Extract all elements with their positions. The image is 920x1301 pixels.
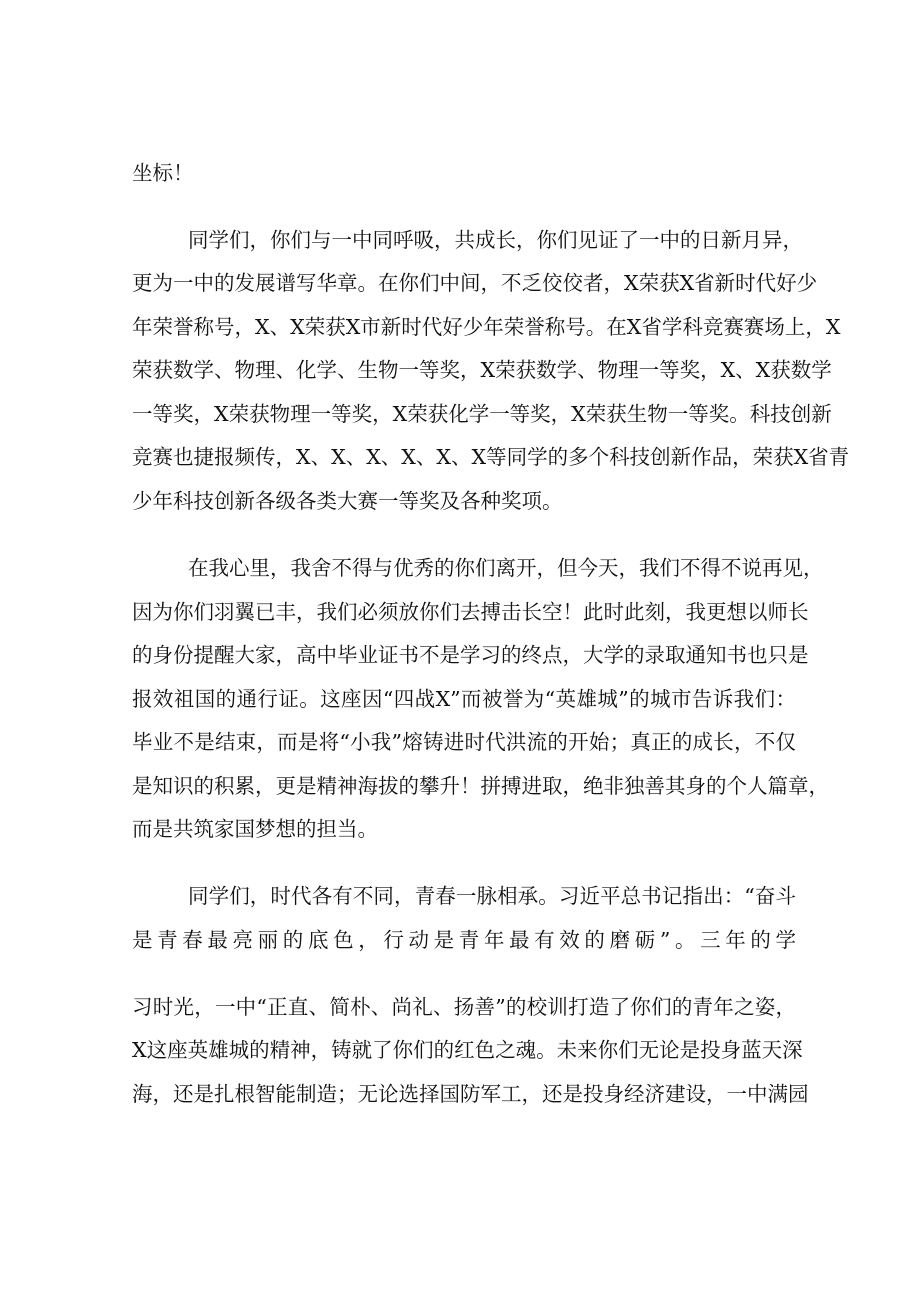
text-line: 少年科技创新各级各类大赛一等奖及各种奖项。 bbox=[132, 489, 563, 513]
text-line: X这座英雄城的精神，铸就了你们的红色之魂。未来你们无论是投身蓝天深 bbox=[132, 1038, 803, 1062]
text-line: 荣获数学、物理、化学、生物一等奖，X荣获数学、物理一等奖，X、X获数学 bbox=[132, 358, 832, 382]
text-line: 习时光，一中“正直、简朴、尚礼、扬善”的校训打造了你们的青年之姿， bbox=[132, 995, 796, 1019]
text-line: 年荣誉称号，X、X荣获X市新时代好少年荣誉称号。在X省学科竞赛赛场上，X bbox=[132, 315, 841, 339]
text-line: 更为一中的发展谱写华章。在你们中间，不乏佼佼者，X荣获X省新时代好少 bbox=[132, 271, 818, 295]
text-line: 的身份提醒大家，高中毕业证书不是学习的终点，大学的录取通知书也只是 bbox=[132, 643, 809, 667]
text-line: 同学们，你们与一中同呼吸，共成长，你们见证了一中的日新月异， bbox=[188, 228, 803, 252]
text-line: 是青春最亮丽的底色，行动是青年最有效的磨砺”。三年的学 bbox=[132, 928, 796, 952]
text-line: 因为你们羽翼已丰，我们必须放你们去搏击长空！此时此刻，我更想以师长 bbox=[132, 600, 809, 624]
text-line: 是知识的积累，更是精神海拔的攀升！拼搏进取，绝非独善其身的个人篇章， bbox=[132, 774, 829, 798]
text-line: 在我心里，我舍不得与优秀的你们离开，但今天，我们不得不说再见， bbox=[188, 556, 824, 580]
text-line: 海，还是扎根智能制造；无论选择国防军工，还是投身经济建设，一中满园 bbox=[132, 1082, 809, 1106]
text-line: 一等奖，X荣获物理一等奖，X荣获化学一等奖，X荣获生物一等奖。科技创新 bbox=[132, 402, 832, 426]
text-line: 坐标！ bbox=[132, 161, 194, 185]
text-line: 竞赛也捷报频传，X、X、X、X、X、X等同学的多个科技创新作品，荣获X省青 bbox=[132, 445, 850, 469]
text-line: 报效祖国的通行证。这座因“四战X”而被誉为“英雄城”的城市告诉我们： bbox=[132, 687, 796, 711]
text-line: 毕业不是结束，而是将“小我”熔铸进时代洪流的开始；真正的成长，不仅 bbox=[132, 730, 796, 754]
text-line: 而是共筑家国梦想的担当。 bbox=[132, 817, 378, 841]
text-line: 同学们，时代各有不同，青春一脉相承。习近平总书记指出：“奋斗 bbox=[188, 884, 796, 908]
